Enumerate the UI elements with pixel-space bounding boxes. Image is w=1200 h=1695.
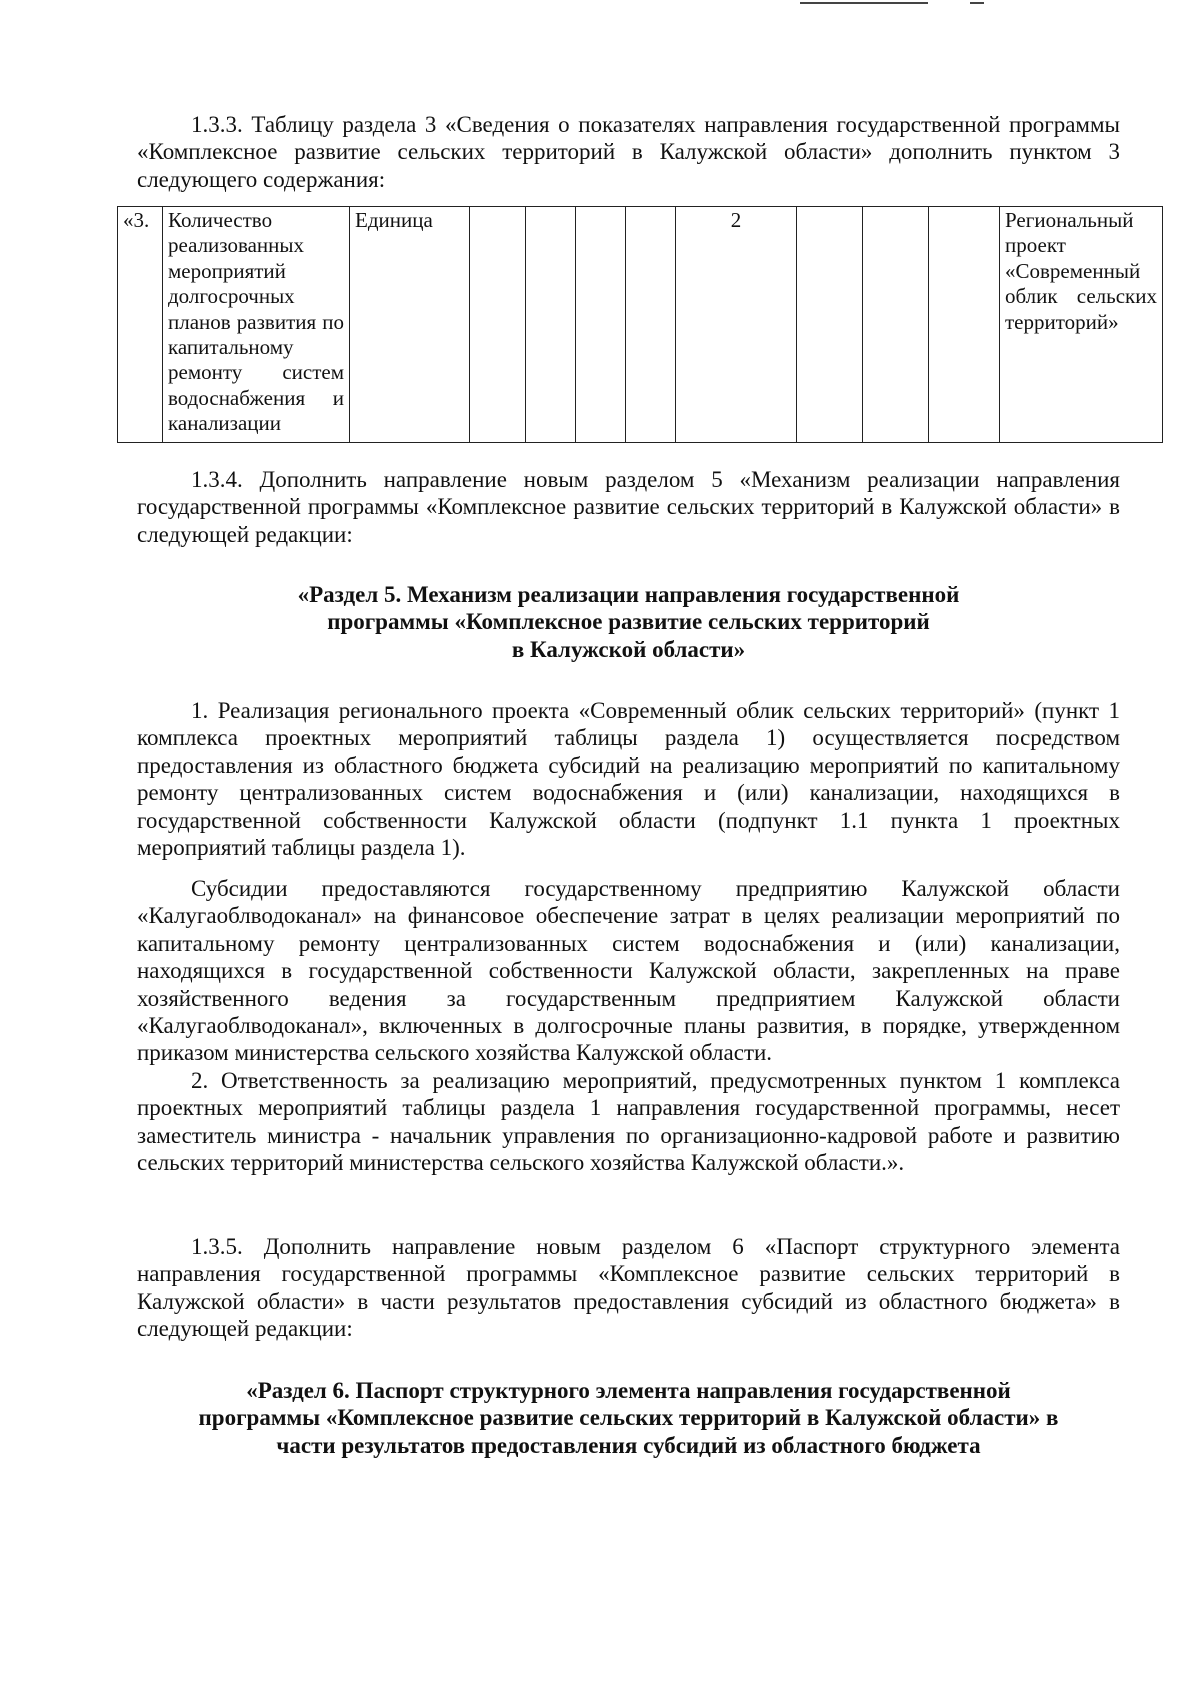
section-5-paragraph-3: 2. Ответственность за реализацию мероприятий, предусмотренных пунктом 1 комплекса проектных мероприятий таблицы раздела 1 направления государственной программы, несет заместитель министра - начальник управления по организационно-кадровой работе и развитию сельских территорий министерства сельского хозяйства Калужской области.». [137,1068,1120,1176]
cell-project: Региональный проект «Современный облик сельских территорий» [1000,207,1163,443]
cell-empty [576,207,626,443]
top-rule-short [970,2,984,4]
cell-empty [470,207,526,443]
table-row [118,207,1163,443]
paragraph-1-3-4: 1.3.4. Дополнить направление новым разделом 5 «Механизм реализации направления государственной программы «Комплексное развитие сельских территорий в Калужской области» в следующей редакции: [137,467,1120,547]
cell-indicator-name: Количество реализованных мероприятий долгосрочных планов развития по капитальному ремонту систем водоснабжения и канализации [163,207,350,443]
cell-empty [526,207,576,443]
section-5-paragraph-1: 1. Реализация регионального проекта «Современный облик сельских территорий» (пункт 1 комплекса проектных мероприятий таблицы раздела 1) осуществляется посредством предоставления из областного бюджета субсидий на реализацию мероприятий по капитальному ремонту централизованных систем водоснабжения и (или) канализации, находящихся в государственной собственности Калужской области (подпункт 1.1 пункта 1 проектных мероприятий таблицы раздела 1). [137,698,1120,861]
cell-value: 2 [676,207,797,443]
paragraph-1-3-5: 1.3.5. Дополнить направление новым разделом 6 «Паспорт структурного элемента направления государственной программы «Комплексное развитие сельских территорий в Калужской области» в части результатов предоставления субсидий из областного бюджета» в следующей редакции: [137,1234,1120,1342]
section-5-title-line: «Раздел 5. Механизм реализации направления государственной [297,582,960,607]
cell-empty [797,207,863,443]
top-rule [800,2,928,4]
cell-empty [929,207,1000,443]
section-6-title [137,1377,1120,1459]
section-6-title-line: части результатов предоставления субсидий из областного бюджета [276,1432,981,1458]
cell-empty [863,207,929,443]
section-5-paragraph-2: Субсидии предоставляются государственному предприятию Калужской области «Калугаоблводоканал» на финансовое обеспечение затрат в целях реализации мероприятий по капитальному ремонту централизованных систем водоснабжения и (или) канализации, находящихся в государственной собственности Калужской области, закрепленных на праве хозяйственного ведения за государственным предприятием Калужской области «Калугаоблводоканал», включенных в долгосрочные планы развития, в порядке, утвержденном приказом министерства сельского хозяйства Калужской области. [137,876,1120,1066]
section-6-title-line: «Раздел 6. Паспорт структурного элемента направления государственной [246,1378,1011,1403]
section-5-title-line: в Калужской области» [511,636,746,662]
paragraph-1-3-3: 1.3.3. Таблицу раздела 3 «Сведения о показателях направления государственной программы «Комплексное развитие сельских территорий в Калужской области» дополнить пунктом 3 следующего содержания: [137,112,1120,192]
section-5-title [137,581,1120,663]
section-5-title-line: программы «Комплексное развитие сельских территорий [327,609,930,635]
indicators-table [117,206,1163,443]
cell-number: «3. [118,207,163,443]
cell-unit: Единица [350,207,470,443]
cell-empty [626,207,676,443]
section-6-title-line: программы «Комплексное развитие сельских территорий в Калужской области» в [198,1405,1059,1431]
